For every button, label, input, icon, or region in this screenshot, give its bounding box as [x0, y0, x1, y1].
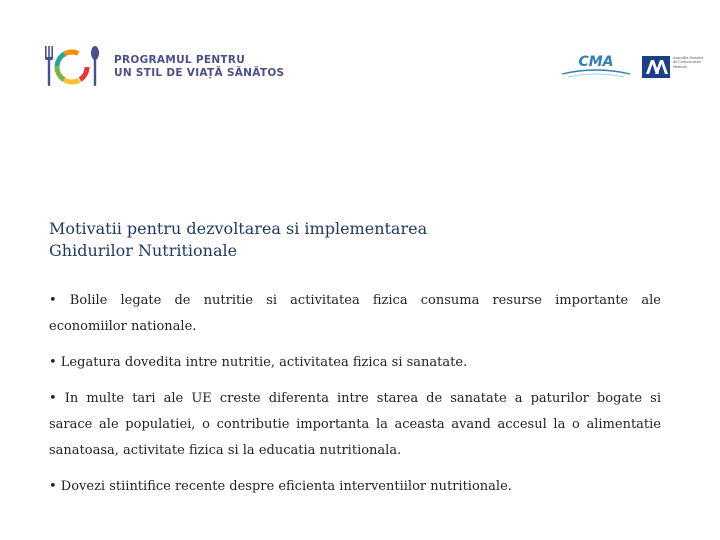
slide-title-line1: Motivatii pentru dezvoltarea si implementarea: [49, 219, 428, 238]
program-title: [114, 54, 284, 80]
ama-caption-line: de Comunicatori: [673, 60, 701, 65]
program-title-line1: PROGRAMUL PENTRU: [114, 54, 246, 66]
ama-caption-line: Medicali: [673, 64, 687, 69]
bullet-item: [49, 474, 661, 500]
fork-icon: [45, 46, 53, 86]
bullet-item: [49, 350, 661, 376]
slide-title: [49, 218, 649, 262]
bullet-item: [49, 386, 661, 464]
bullet-line: sanatoasa, activitate fizica si la educatia nutritionala.: [49, 443, 402, 458]
ama-logo: [642, 56, 670, 78]
plate-ring-icon: [57, 52, 87, 82]
cma-logo-text: CMA: [578, 54, 614, 70]
bullet-line: sarace ale populatiei, o contributie importanta la aceasta avand accesul la o alimentatie: [49, 417, 661, 432]
bullet-line: • Dovezi stiintifice recente despre eficienta interventiilor nutritionale.: [49, 479, 512, 494]
spoon-icon: [91, 46, 99, 86]
program-title-line2: UN STIL DE VIAȚĂ SĂNĂTOS: [114, 67, 285, 79]
ama-caption: [673, 56, 719, 69]
bullet-list: [49, 288, 661, 510]
slide-header: [0, 0, 720, 110]
bullet-line: economiilor nationale.: [49, 319, 197, 334]
bullet-line: • Legatura dovedita intre nutritie, activitatea fizica si sanatate.: [49, 355, 468, 370]
slide-title-line2: Ghidurilor Nutritionale: [49, 241, 238, 260]
ama-caption-line: Asociația Română: [673, 56, 704, 60]
program-logo: [42, 44, 102, 88]
bullet-line: • Bolile legate de nutritie si activitatea fizica consuma resurse importante ale: [49, 293, 661, 308]
bullet-line: • In multe tari ale UE creste diferenta intre starea de sanatate a paturilor bogate si: [49, 391, 661, 406]
bullet-item: [49, 288, 661, 340]
cma-logo: [560, 52, 632, 80]
